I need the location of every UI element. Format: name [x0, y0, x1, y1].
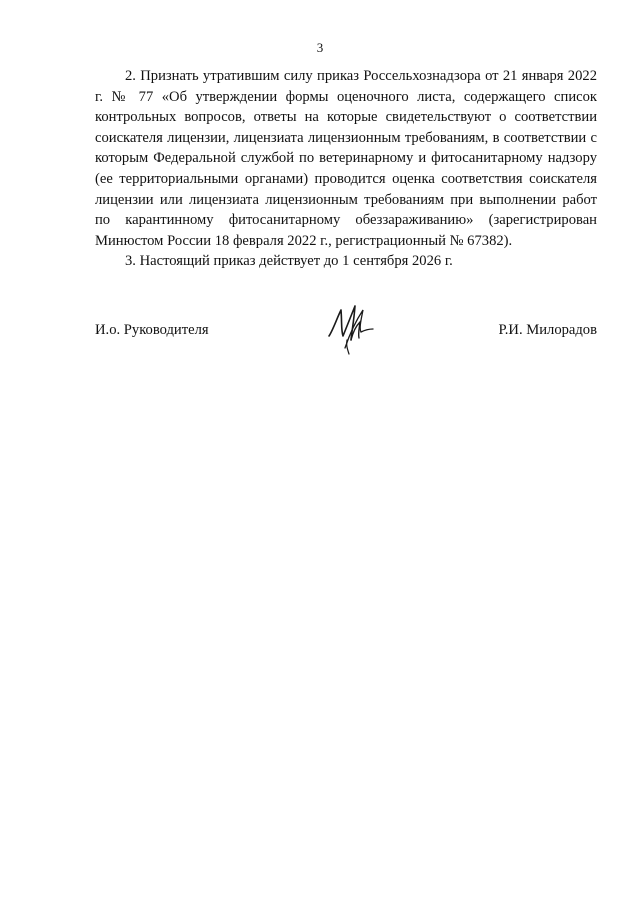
signatory-position: И.о. Руководителя [95, 322, 209, 338]
signature-block [95, 318, 597, 378]
document-body [95, 66, 597, 272]
handwritten-signature [323, 296, 383, 356]
paragraph-validity: 3. Настоящий приказ действует до 1 сентября 2026 г. [125, 253, 453, 270]
page-number: 3 [316, 40, 324, 55]
signatory-name: Р.И. Милорадов [498, 322, 597, 338]
paragraph-revoke-order: 2. Признать утратившим силу приказ Россельхознадзора от 21 января 2022 г. № 77 «Об утверждении формы оценочного листа, содержащего список контрольных вопросов, ответы на которые свидетельствуют о соответствии соискателя лицензии, лицензиата лицензионным требованиям, в соответствии с которым Федеральной службой по ветеринарному и фитосанитарному надзору (ее территориальными органами) проводится оценка соответствия соискателя лицензии или лицензиата лицензионным требованиям при выполнении работ по карантинному фитосанитарному обеззараживанию» (зарегистрирован Минюстом России 18 февраля 2022 г., регистрационный № 67382). [95, 68, 597, 249]
